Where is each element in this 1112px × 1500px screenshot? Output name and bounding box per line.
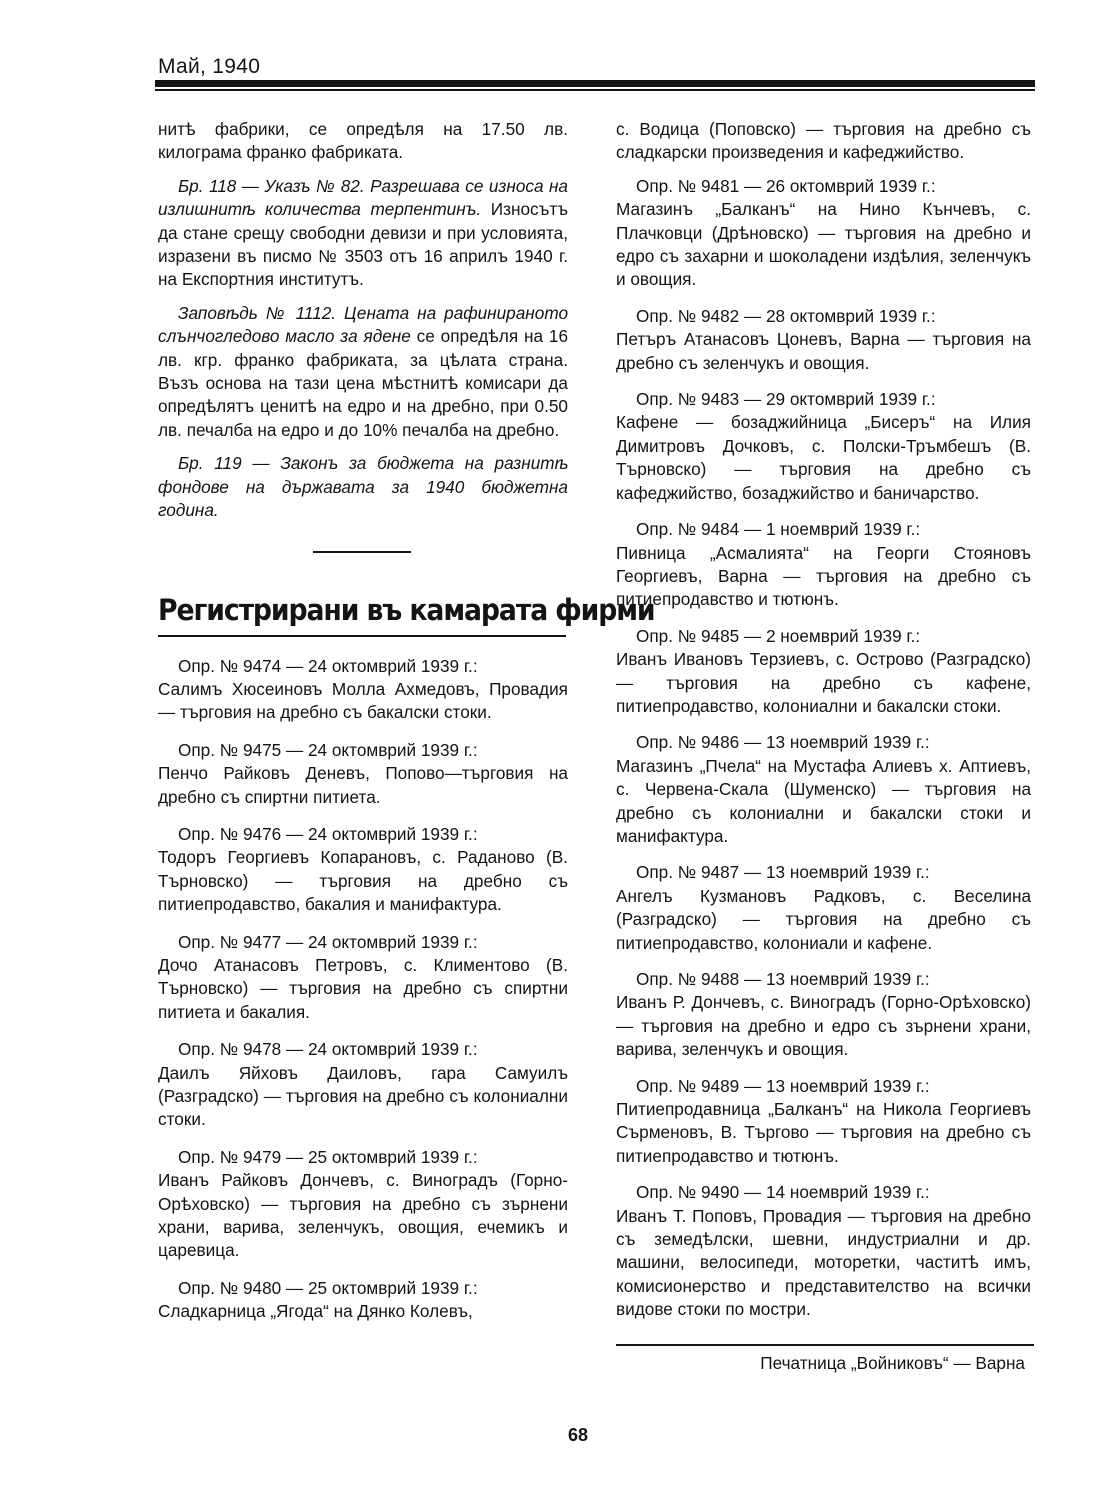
- section-title: Регистрирани въ камарата фирми: [158, 592, 655, 627]
- printer-imprint: Печатница „Войниковъ“ — Варна: [760, 1352, 1025, 1373]
- record-9484: [616, 518, 1031, 612]
- record-body: Пивница „Асмалията“ на Георги Стояновъ Георгиевъ, Варна — търговия на дребно съ питиепродавство и тютюнъ.: [616, 542, 1031, 610]
- record-9487: [616, 861, 1031, 955]
- section-title-rule: [158, 635, 566, 637]
- header-rule-thick: [155, 80, 1035, 87]
- record-head: Опр. № 9484 — 1 ноемврий 1939 г.:: [636, 519, 921, 540]
- record-head: Опр. № 9483 — 29 октомврий 1939 г.:: [636, 389, 936, 410]
- footer-rule: [616, 1344, 1034, 1346]
- page-number: 68: [568, 1425, 589, 1445]
- record-head: Опр. № 9481 — 26 октомврий 1939 г.:: [636, 175, 936, 196]
- record-head: Опр. № 9485 — 2 ноемврий 1939 г.:: [636, 625, 921, 646]
- record-head: Опр. № 9478 — 24 октомврий 1939 г.:: [178, 1039, 478, 1060]
- record-head: Опр. № 9488 — 13 ноемврий 1939 г.:: [636, 969, 930, 989]
- order-1112-text: се опредѣля на 16 лв. кгр. франко фабриката, за цѣлата страна. Възъ основа на тази цена мѣстнитѣ комисари да опредѣлятъ ценитѣ на едро и на дребно, при 0.50 лв. печалба на едро и до 10% печалба на дребно.: [158, 326, 569, 440]
- record-head: Опр. № 9490 — 14 ноемврий 1939 г.:: [636, 1182, 930, 1203]
- record-head: Опр. № 9487 — 13 ноемврий 1939 г.:: [636, 862, 930, 883]
- record-head: Опр. № 9482 — 28 октомврий 1939 г.:: [636, 305, 936, 326]
- record-9482: [616, 305, 1031, 375]
- record-body: Магазинъ „Пчела“ на Мустафа Алиевъ х. Аптиевъ, с. Червена-Скала (Шуменско) — търговия на дребно съ колониални и бакалски стоки и манифактура.: [616, 755, 1031, 846]
- record-body: Иванъ Райковъ Дончевъ, с. Виноградъ (Горно-Орѣховско) — търговия на дребно съ зърнени храни, варива, зеленчукъ, овощия, ечемикъ и царевица.: [158, 1170, 568, 1261]
- order-1112: [158, 302, 568, 442]
- record-body: Иванъ Р. Дончевъ, с. Виноградъ (Горно-Орѣховско) — търговия на дребно и едро съ зърнени храни, варива, зеленчукъ и овощия.: [616, 992, 1031, 1060]
- page-header-date: Май, 1940: [158, 55, 261, 78]
- left-records: [158, 655, 568, 1324]
- record-head: Опр. № 9477 — 24 октомврий 1939 г.:: [178, 931, 478, 952]
- continued-paragraph: нитѣ фабрики, се опредѣля на 17.50 лв. килограма франко фабриката.: [158, 119, 568, 163]
- record-body: Салимъ Хюсеиновъ Молла Ахмедовъ, Провадия — търговия на дребно съ бакалски стоки.: [158, 678, 568, 723]
- record-9477: [158, 931, 568, 1025]
- record-body: Иванъ Т. Поповъ, Провадия — търговия на дребно съ земедѣлски, шевни, индустриални и др. машини, велосипеди, мотоpетки, частитѣ имъ, комисионерство и представителство на всички видове стоки по мостри.: [616, 1205, 1031, 1320]
- order-1112-heading: Заповѣдь № 1112. Цената на рафинираното слънчогледово масло за ядене: [158, 302, 568, 347]
- record-body: Иванъ Ивановъ Терзиевъ, с. Острово (Разградско) — търговия на дребно съ кафене, питиепродавство, колониални и бакалски стоки.: [616, 649, 1031, 716]
- record-9485: [616, 625, 1031, 719]
- record-body: Даилъ Яйховъ Даиловъ, гара Самуилъ (Разградско) — търговия на дребно съ колониални стоки.: [158, 1062, 568, 1130]
- right-column: [616, 118, 1031, 1375]
- header-rule-thin: [155, 89, 1035, 91]
- record-body: Магазинъ „Балканъ“ на Нино Кънчевъ, с. Плачковци (Дрѣновско) — търговия на дребно и едро съ захарни и шоколадени издѣлия, зеленчукъ и овощия.: [616, 199, 1031, 290]
- left-column: [158, 118, 655, 1338]
- record-9490: [616, 1181, 1031, 1321]
- record-9479: [158, 1146, 568, 1263]
- record-head: Опр. № 9474 — 24 октомврий 1939 г.:: [178, 655, 478, 676]
- decree-118: [158, 175, 568, 292]
- record-body: Петъръ Атанасовъ Цоневъ, Варна — търговия на дребно съ зеленчукъ и овощия.: [616, 329, 1031, 373]
- record-9475: [158, 739, 568, 809]
- record-body: Пенчо Райковъ Деневъ, Попово—търговия на дребно съ спиртни питиета.: [158, 763, 568, 807]
- record-9481: [616, 175, 1031, 292]
- record-9489: [616, 1075, 1031, 1169]
- record-head: Опр. № 9489 — 13 ноемврий 1939 г.:: [636, 1075, 930, 1096]
- record-9488: [616, 968, 1031, 1062]
- record-body: Ангелъ Кузмановъ Радковъ, с. Веселина (Разградско) — търговия на дребно съ питиепродавство, колониали и кафене.: [616, 885, 1031, 953]
- record-head: Опр. № 9479 — 25 октомврий 1939 г.:: [178, 1146, 478, 1167]
- record-9476: [158, 823, 568, 917]
- record-9480: [158, 1277, 568, 1324]
- decree-118-heading: Бр. 118 — Указъ № 82. Разрешава се износа на излишнитѣ количества терпентинъ.: [158, 175, 568, 220]
- decree-118-text: Износътъ да стане срещу свободни девизи и при условията, изразени въ писмо № 3503 отъ 16 априлъ 1940 г. на Експортния институтъ.: [158, 199, 568, 290]
- record-body: Дочо Атанасовъ Петровъ, с. Климентово (В. Търновско) — търговия на дребно съ спиртни питиета и бакалия.: [158, 954, 568, 1022]
- record-body: Сладкарница „Ягода“ на Дянко Колевъ,: [158, 1301, 473, 1322]
- record-9474: [158, 655, 568, 725]
- record-9478: [158, 1038, 568, 1132]
- record-9480-continued: с. Водица (Поповско) — търговия на дребно съ сладкарски произведения и кафеджийство.: [616, 119, 1031, 163]
- record-head: Опр. № 9480 — 25 октомврий 1939 г.:: [178, 1277, 478, 1298]
- record-9486: [616, 731, 1031, 848]
- record-body: Тодоръ Георгиевъ Копарановъ, с. Раданово (В. Търновско) — търговия на дребно съ питиепродавство, бакалия и манифактура.: [158, 847, 568, 915]
- record-head: Опр. № 9486 — 13 ноемврий 1939 г.:: [636, 732, 930, 753]
- record-9483: [616, 388, 1031, 505]
- law-119: Бр. 119 — Законъ за бюджета на разнитѣ фондове на държавата за 1940 бюджетна година.: [158, 453, 568, 521]
- section-divider: [313, 551, 411, 553]
- record-body: Кафене — бозаджийница „Бисеръ“ на Илия Димитровъ Дочковъ, с. Полски-Тръмбешъ (В. Търновско) — търговия на дребно съ кафеджийство, бозаджийство и баничарство.: [616, 412, 1031, 503]
- record-body: Питиепродавница „Балканъ“ на Никола Георгиевъ Сърменовъ, В. Търгово — търговия на дребно съ питиепродавство и тютюнъ.: [616, 1099, 1031, 1166]
- record-head: Опр. № 9475 — 24 октомврий 1939 г.:: [178, 739, 478, 760]
- record-head: Опр. № 9476 — 24 октомврий 1939 г.:: [178, 823, 478, 844]
